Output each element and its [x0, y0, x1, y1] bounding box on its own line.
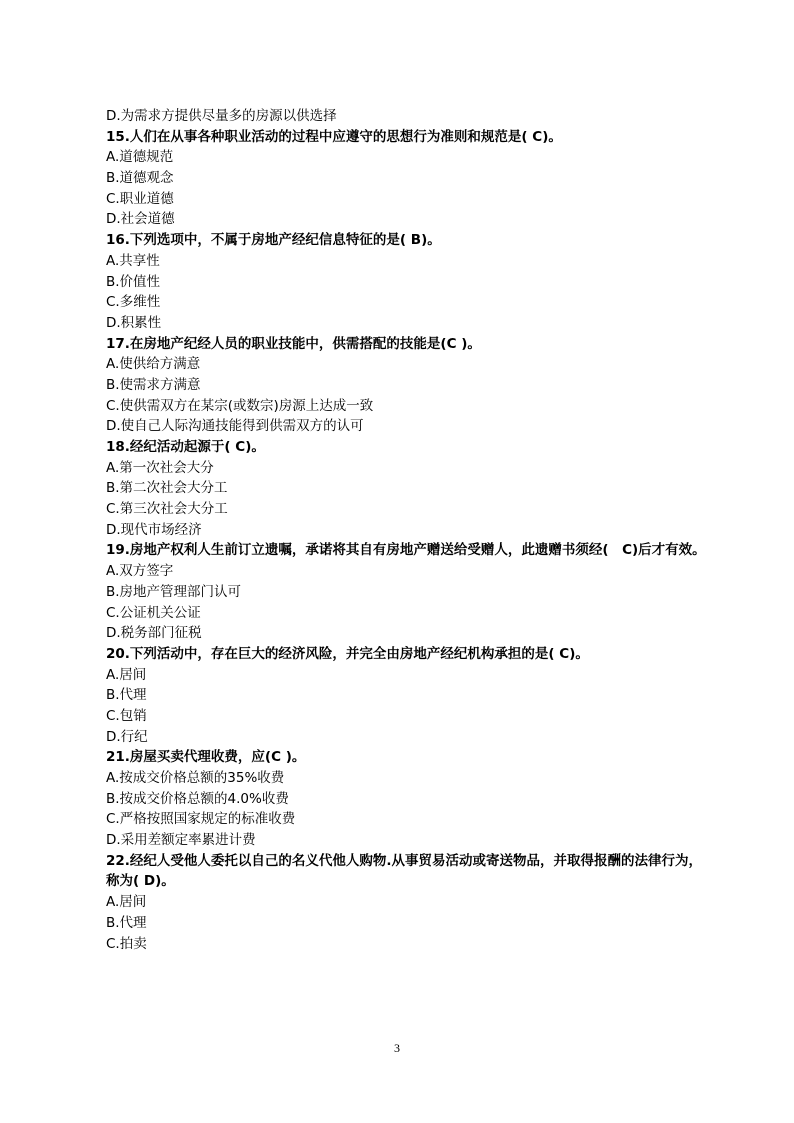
- answer-option: B.道德观念: [106, 170, 174, 187]
- answer-option: D.为需求方提供尽量多的房源以供选择: [106, 108, 337, 124]
- answer-option: A.道德规范: [106, 149, 174, 166]
- answer-option: C.职业道德: [106, 190, 174, 207]
- answer-option: B.代理: [106, 914, 147, 931]
- question-text: 17.在房地产纪经人员的职业技能中，供需搭配的技能是(C )。: [106, 335, 481, 352]
- page-number: 3: [394, 1041, 400, 1055]
- answer-option: B.价值性: [106, 273, 161, 290]
- answer-option: D.现代市场经济: [106, 521, 202, 538]
- answer-option: B.使需求方满意: [106, 376, 201, 393]
- answer-option: B.房地产管理部门认可: [106, 583, 242, 600]
- answer-option: B.第二次社会大分工: [106, 480, 228, 497]
- question-text: 19.房地产权利人生前订立遗嘱，承诺将其自有房地产赠送给受赠人，此遗赠书须经( C)后才有效。: [106, 542, 706, 559]
- answer-option: A.居间: [106, 894, 147, 911]
- answer-option: A.居间: [106, 666, 147, 683]
- question-text: 16.下列选项中，不属于房地产经纪信息特征的是( B)。: [106, 232, 441, 249]
- answer-option: C.公证机关公证: [106, 604, 201, 621]
- question-text: 21.房屋买卖代理收费，应(C )。: [106, 749, 306, 766]
- answer-option: A.共享性: [106, 252, 160, 269]
- answer-option: D.使自己人际沟通技能得到供需双方的认可: [106, 418, 364, 435]
- answer-option: D.税务部门征税: [106, 625, 202, 642]
- question-text: 20.下列活动中，存在巨大的经济风险，并完全由房地产经纪机构承担的是( C)。: [106, 645, 589, 662]
- answer-option: C.包销: [106, 707, 147, 724]
- answer-option: D.采用差额定率累进计费: [106, 832, 256, 849]
- answer-option: B.代理: [106, 687, 147, 704]
- question-text: 22.经纪人受他人委托以自己的名义代他人购物.从事贸易活动或寄送物品，并取得报酬的法律行为，称为( D)。: [106, 852, 703, 890]
- answer-option: C.严格按照国家规定的标准收费: [106, 811, 296, 828]
- document-body: [106, 106, 706, 954]
- answer-option: C.多维性: [106, 294, 161, 311]
- answer-option: A.使供给方满意: [106, 356, 201, 373]
- answer-option: C.第三次社会大分工: [106, 501, 228, 518]
- answer-option: C.拍卖: [106, 935, 147, 952]
- answer-option: A.双方签字: [106, 563, 174, 580]
- question-text: 15.人们在从事各种职业活动的过程中应遵守的思想行为准则和规范是( C)。: [106, 128, 562, 145]
- question-text: 18.经纪活动起源于( C)。: [106, 439, 265, 455]
- answer-option: A.按成交价格总额的35%收费: [106, 770, 285, 787]
- answer-option: D.行纪: [106, 728, 148, 745]
- answer-option: A.第一次社会大分: [106, 459, 214, 476]
- answer-option: D.社会道德: [106, 211, 175, 228]
- answer-option: C.使供需双方在某宗(或数宗)房源上达成一致: [106, 397, 374, 414]
- answer-option: D.积累性: [106, 314, 162, 331]
- answer-option: B.按成交价格总额的4.0%收费: [106, 790, 289, 807]
